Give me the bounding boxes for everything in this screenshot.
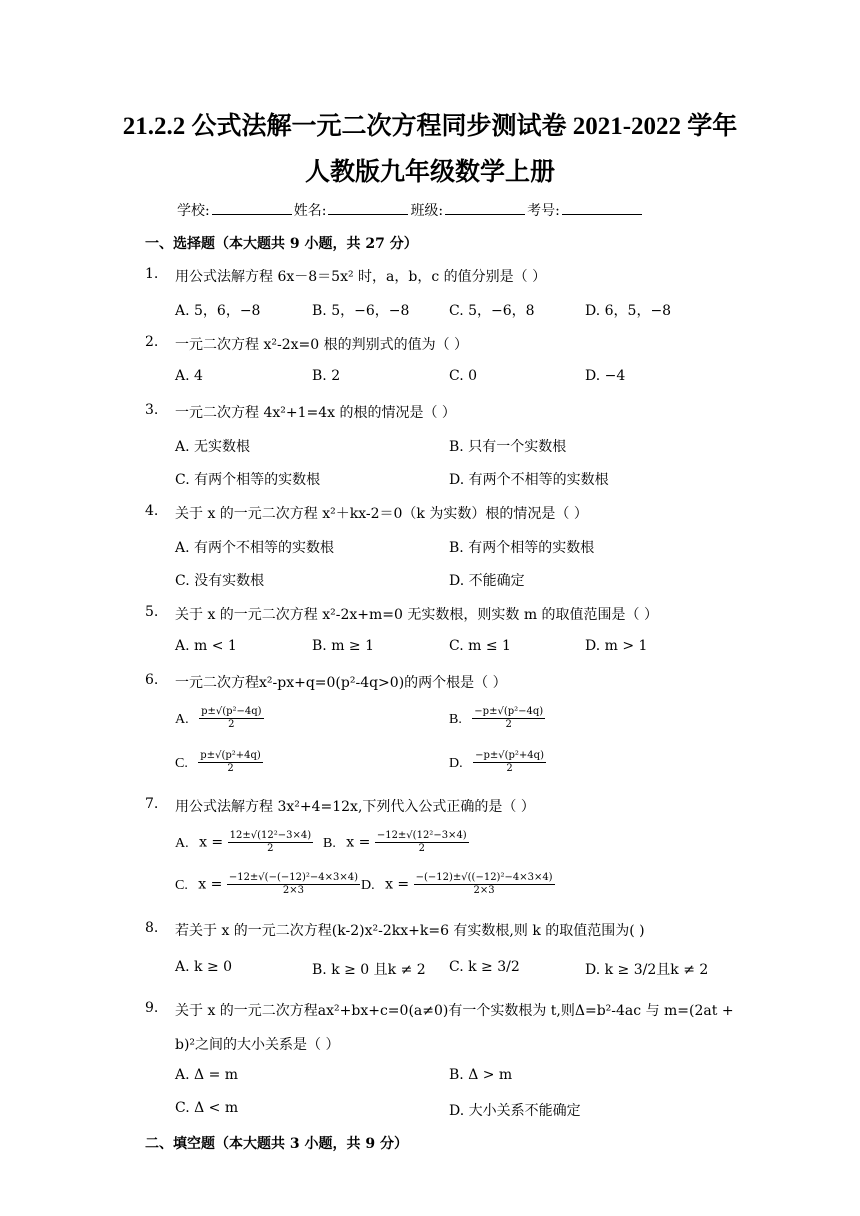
section-heading-fill: 二、填空题（本大题共 3 小题，共 9 分） <box>145 1136 408 1152</box>
fraction-numerator: −(−12)±√((−12)²−4×3×4) <box>415 872 553 883</box>
option-b[interactable]: B. m ≥ 1 <box>312 638 375 654</box>
fraction-denominator: 2 <box>228 719 235 730</box>
option-b[interactable]: B. 只有一个实数根 <box>449 439 567 455</box>
option-c[interactable]: C. 5，−6，8 <box>449 303 535 319</box>
option-c[interactable]: C. 没有实数根 <box>175 573 265 589</box>
class-field[interactable] <box>445 202 525 215</box>
option-a[interactable] <box>175 706 264 731</box>
question-number: 3. <box>145 402 159 418</box>
option-a[interactable]: A. 有两个不相等的实数根 <box>175 540 335 556</box>
option-c[interactable]: C. m ≤ 1 <box>449 638 511 654</box>
exam-no-field[interactable] <box>562 202 642 215</box>
option-a[interactable]: A. 4 <box>175 368 203 384</box>
formula-prefix: x = <box>385 876 410 893</box>
question-text: 关于 x 的一元二次方程 x²-2x+m=0 无实数根，则实数 m 的取值范围是（ ） <box>175 607 659 623</box>
question-text: 用公式法解方程 3x²+4=12x,下列代入公式正确的是（ ） <box>175 799 535 815</box>
question-text: 用公式法解方程 6x－8＝5x² 时，a，b，c 的值分别是（ ） <box>175 269 547 285</box>
question-number: 7. <box>145 796 159 812</box>
option-label: A. <box>175 835 189 851</box>
option-b[interactable]: B. Δ > m <box>449 1067 513 1083</box>
option-b[interactable] <box>449 706 545 731</box>
question-number: 8. <box>145 920 159 936</box>
fraction-numerator: −12±√(−(−12)²−4×3×4) <box>228 872 359 883</box>
meta-line <box>177 200 644 220</box>
option-a[interactable]: A. m < 1 <box>175 638 237 654</box>
fraction-denominator: 2 <box>506 763 513 774</box>
page-title-line2: 人教版九年级数学上册 <box>304 159 555 186</box>
option-b[interactable]: B. k ≥ 0 且k ≠ 2 <box>312 962 426 978</box>
option-d[interactable]: D. 有两个不相等的实数根 <box>449 472 609 488</box>
option-c[interactable] <box>175 872 360 897</box>
option-c[interactable] <box>175 750 263 775</box>
fraction-denominator: 2×3 <box>282 885 304 896</box>
fraction <box>473 750 546 775</box>
option-d[interactable]: D. 大小关系不能确定 <box>449 1103 581 1119</box>
option-a[interactable]: A. Δ = m <box>175 1067 239 1083</box>
fraction-denominator: 2 <box>267 843 274 854</box>
name-label: 姓名: <box>293 203 327 219</box>
option-a[interactable]: A. 5，6，−8 <box>175 303 261 319</box>
formula-prefix: x = <box>346 834 371 851</box>
fraction <box>198 750 263 775</box>
option-d[interactable] <box>449 750 546 775</box>
question-text-continued: b)²之间的大小关系是（ ） <box>175 1037 340 1053</box>
question-text: 若关于 x 的一元二次方程(k-2)x²-2kx+k=6 有实数根,则 k 的取值范围为( ) <box>175 923 645 939</box>
fraction-numerator: −12±√(12²−3×4) <box>376 830 467 841</box>
option-c[interactable]: C. Δ < m <box>175 1100 239 1116</box>
question-text: 一元二次方程x²-px+q=0(p²-4q>0)的两个根是（ ） <box>175 675 507 691</box>
option-c[interactable]: C. k ≥ 3/2 <box>449 959 520 975</box>
fraction-denominator: 2 <box>505 719 512 730</box>
option-label: D. <box>361 877 375 893</box>
option-label: C. <box>175 755 188 771</box>
option-d[interactable] <box>361 872 555 897</box>
section-heading-choice: 一、选择题（本大题共 9 小题，共 27 分） <box>145 236 418 252</box>
fraction-numerator: p±√(p²+4q) <box>200 750 261 761</box>
option-b[interactable] <box>323 830 469 855</box>
fraction-denominator: 2×3 <box>473 885 495 896</box>
formula-prefix: x = <box>199 834 224 851</box>
fraction-numerator: −p±√(p²−4q) <box>474 706 544 717</box>
fraction-denominator: 2 <box>227 763 234 774</box>
option-d[interactable]: D. m > 1 <box>585 638 648 654</box>
option-label: A. <box>175 711 189 727</box>
fraction <box>227 872 360 897</box>
question-number: 2. <box>145 334 159 350</box>
name-field[interactable] <box>328 202 408 215</box>
option-d[interactable]: D. 不能确定 <box>449 573 525 589</box>
formula-prefix: x = <box>198 876 223 893</box>
school-field[interactable] <box>212 202 292 215</box>
fraction-numerator: 12±√(12²−3×4) <box>229 830 312 841</box>
option-d[interactable]: D. −4 <box>585 368 626 384</box>
fraction <box>414 872 555 897</box>
fraction <box>375 830 469 855</box>
class-label: 班级: <box>410 203 444 219</box>
question-text: 关于 x 的一元二次方程ax²+bx+c=0(a≠0)有一个实数根为 t,则Δ=b²-4ac 与 m=(2at + <box>175 1003 734 1019</box>
question-text: 关于 x 的一元二次方程 x²＋kx-2＝0（k 为实数）根的情况是（ ） <box>175 506 588 522</box>
option-d[interactable]: D. k ≥ 3/2且k ≠ 2 <box>585 962 709 978</box>
fraction-denominator: 2 <box>418 843 425 854</box>
option-label: B. <box>449 711 462 727</box>
option-c[interactable]: C. 0 <box>449 368 478 384</box>
option-c[interactable]: C. 有两个相等的实数根 <box>175 472 321 488</box>
option-label: C. <box>175 877 188 893</box>
option-a[interactable]: A. 无实数根 <box>175 439 251 455</box>
option-a[interactable] <box>175 830 313 855</box>
question-number: 1. <box>145 266 159 282</box>
option-b[interactable]: B. 5，−6，−8 <box>312 303 410 319</box>
school-label: 学校: <box>177 203 210 219</box>
option-a[interactable]: A. k ≥ 0 <box>175 959 233 975</box>
question-text: 一元二次方程 4x²+1=4x 的根的情况是（ ） <box>175 405 456 421</box>
option-label: B. <box>323 835 336 851</box>
question-number: 5. <box>145 604 159 620</box>
page-title-line1: 21.2.2 公式法解一元二次方程同步测试卷 2021-2022 学年 <box>122 113 738 140</box>
fraction-numerator: −p±√(p²+4q) <box>475 750 544 761</box>
question-number: 4. <box>145 503 159 519</box>
fraction <box>472 706 545 731</box>
fraction-numerator: p±√(p²−4q) <box>201 706 262 717</box>
question-number: 6. <box>145 672 159 688</box>
exam-no-label: 考号: <box>527 203 560 219</box>
option-b[interactable]: B. 2 <box>312 368 341 384</box>
option-b[interactable]: B. 有两个相等的实数根 <box>449 540 595 556</box>
fraction <box>199 706 264 731</box>
option-label: D. <box>449 755 463 771</box>
question-text: 一元二次方程 x²-2x=0 根的判别式的值为（ ） <box>175 337 469 353</box>
question-number: 9. <box>145 1000 159 1016</box>
option-d[interactable]: D. 6，5，−8 <box>585 303 672 319</box>
fraction <box>228 830 314 855</box>
